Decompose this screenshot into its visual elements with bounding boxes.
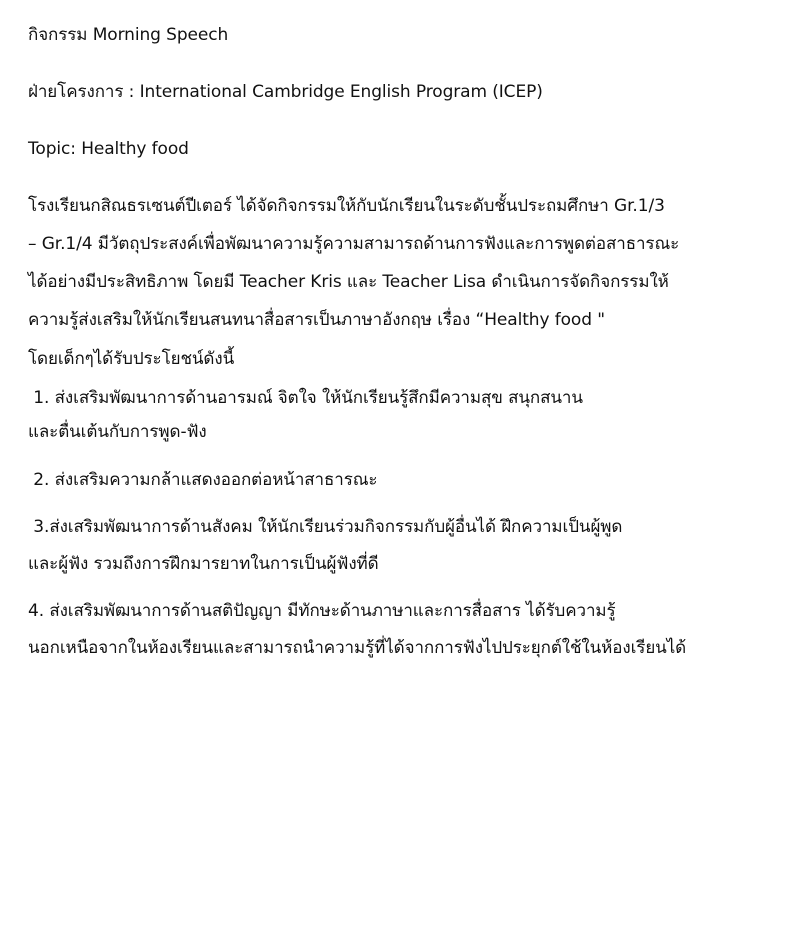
benefits-intro: โดยเด็กๆได้รับประโยชน์ดังนี้ <box>28 349 235 369</box>
activity-title: กิจกรรม Morning Speech <box>28 25 229 45</box>
department-line: ฝ่ายโครงการ : International Cambridge English Program (ICEP) <box>28 82 543 102</box>
benefit-item-1 <box>28 385 766 445</box>
benefit-line: และตื่นเต้นกับการพูด-ฟัง <box>28 422 207 442</box>
benefit-item-2 <box>28 467 766 493</box>
intro-line: ได้อย่างมีประสิทธิภาพ โดยมี Teacher Kris และ Teacher Lisa ดำเนินการจัดกิจกรรมให้ <box>28 272 669 292</box>
benefit-line: 1. ส่งเสริมพัฒนาการด้านอารมณ์ จิตใจ ให้นักเรียนรู้สึกมีความสุข สนุกสนาน <box>28 388 583 408</box>
intro-line: – Gr.1/4 มีวัตถุประสงค์เพื่อพัฒนาความรู้ความสามารถด้านการฟังและการพูดต่อสาธารณะ <box>28 234 680 254</box>
benefit-item-3 <box>28 514 766 577</box>
topic-line: Topic: Healthy food <box>28 139 189 159</box>
benefit-line: 2. ส่งเสริมความกล้าแสดงออกต่อหน้าสาธารณะ <box>28 470 378 490</box>
intro-line: โรงเรียนกสิณธรเซนต์ปีเตอร์ ได้จัดกิจกรรมให้กับนักเรียนในระดับชั้นประถมศึกษา Gr.1/3 <box>28 196 665 216</box>
intro-paragraph <box>28 193 766 333</box>
benefit-line: นอกเหนือจากในห้องเรียนและสามารถนำความรู้ที่ได้จากการฟังไปประยุกต์ใช้ในห้องเรียนได้ <box>28 638 687 658</box>
benefit-item-4 <box>28 598 766 661</box>
benefit-line: 3.ส่งเสริมพัฒนาการด้านสังคม ให้นักเรียนร่วมกิจกรรมกับผู้อื่นได้ ฝึกความเป็นผู้พูด <box>28 517 623 537</box>
intro-line: ความรู้ส่งเสริมให้นักเรียนสนทนาสื่อสารเป็นภาษาอังกฤษ เรื่อง “Healthy food " <box>28 310 605 330</box>
benefit-line: และผู้ฟัง รวมถึงการฝึกมารยาทในการเป็นผู้ฟังที่ดี <box>28 554 379 574</box>
benefit-line: 4. ส่งเสริมพัฒนาการด้านสติปัญญา มีทักษะด้านภาษาและการสื่อสาร ได้รับความรู้ <box>28 601 616 621</box>
